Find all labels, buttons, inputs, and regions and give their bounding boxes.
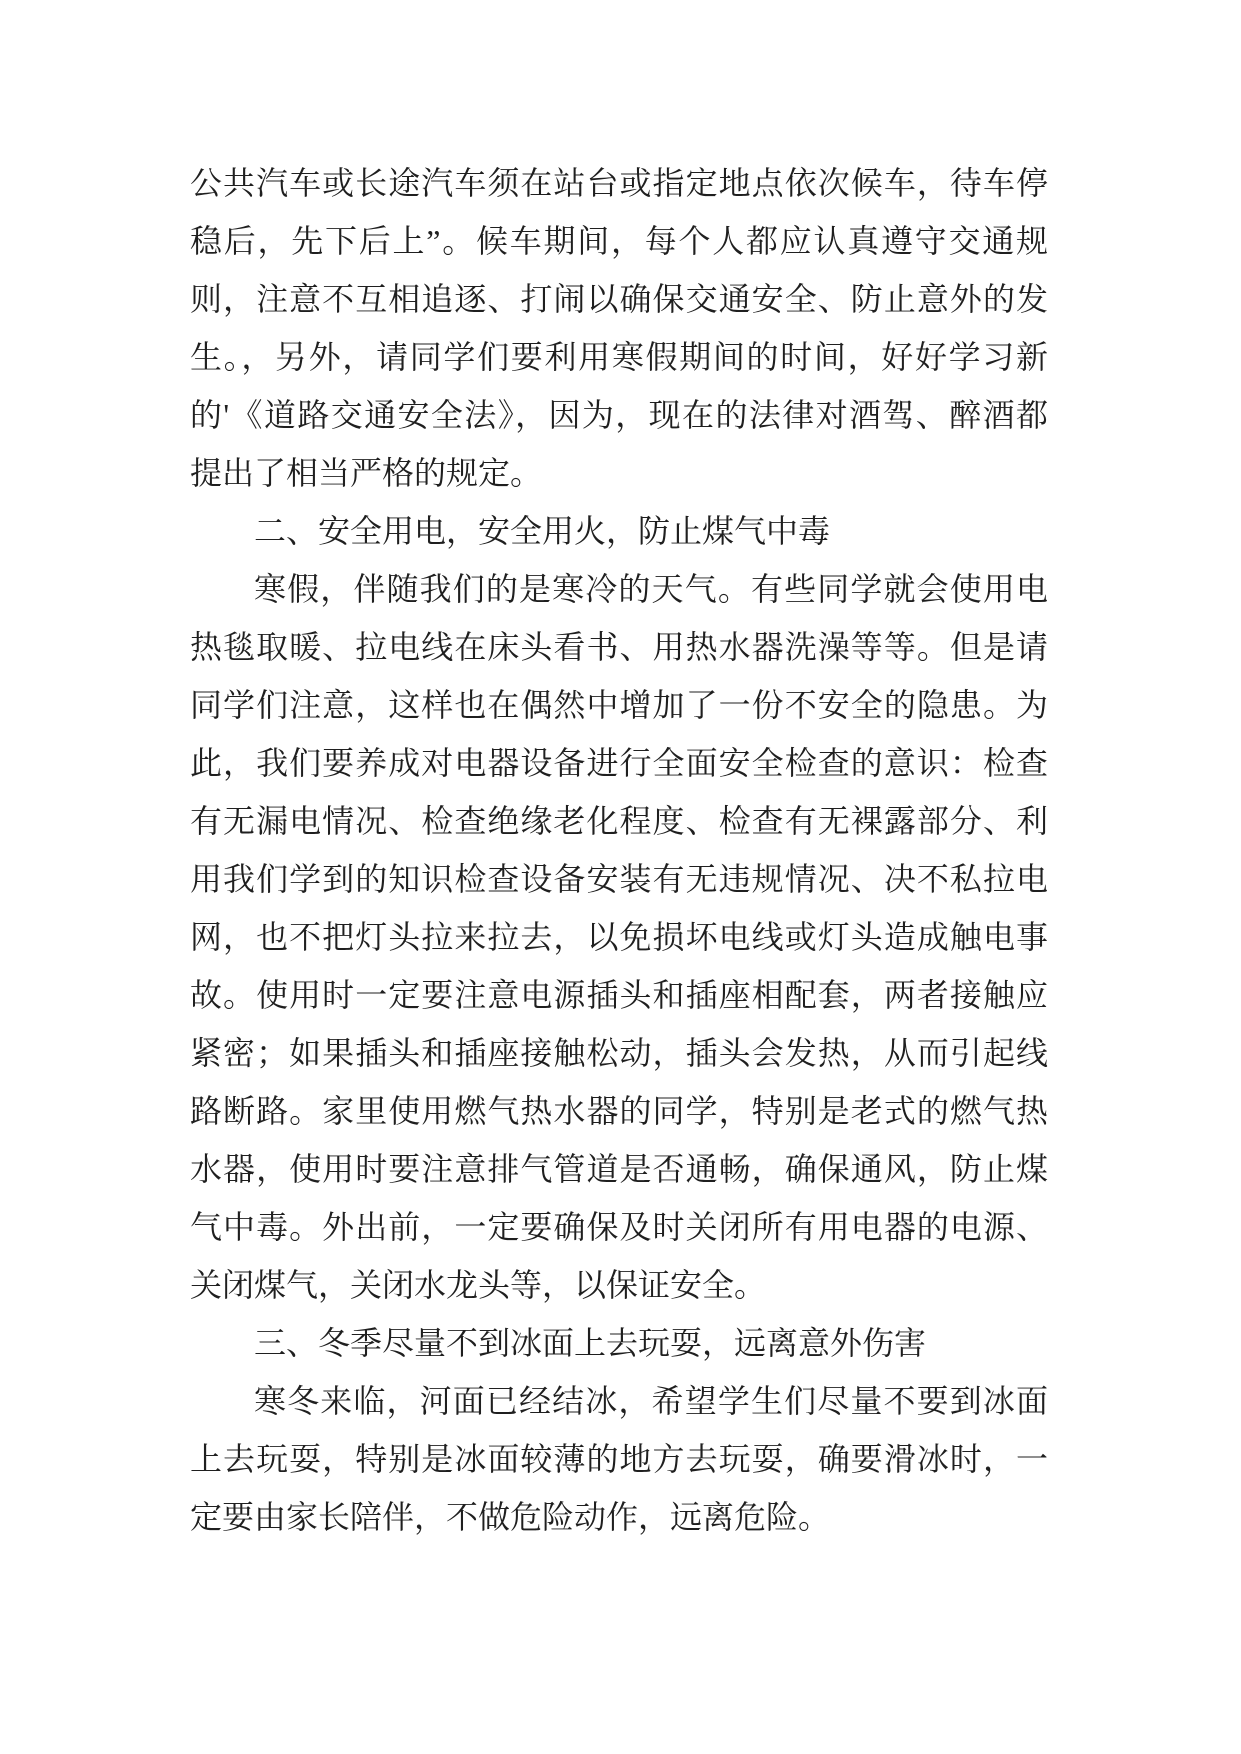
text-line: 网，也不把灯头拉来拉去，以免损坏电线或灯头造成触电事 bbox=[190, 919, 1048, 955]
text-line: 气中毒。外出前，一定要确保及时关闭所有用电器的电源、 bbox=[190, 1209, 1048, 1245]
text-line: 水器，使用时要注意排气管道是否通畅，确保通风，防止煤 bbox=[190, 1151, 1048, 1187]
text-line: 生。，另外，请同学们要利用寒假期间的时间，好好学习新 bbox=[190, 339, 1048, 375]
text-line: 用我们学到的知识检查设备安装有无违规情况、决不私拉电 bbox=[190, 861, 1048, 897]
text-line: 稳后，先下后上”。候车期间，每个人都应认真遵守交通规 bbox=[190, 223, 1048, 259]
text-line: 同学们注意，这样也在偶然中增加了一份不安全的隐患。为 bbox=[190, 687, 1048, 723]
text-line: 寒假，伴随我们的是寒冷的天气。有些同学就会使用电 bbox=[254, 571, 1048, 607]
document-text-block bbox=[190, 154, 1048, 1546]
text-line: 路断路。家里使用燃气热水器的同学，特别是老式的燃气热 bbox=[190, 1093, 1048, 1129]
text-line: 寒冬来临，河面已经结冰，希望学生们尽量不要到冰面 bbox=[254, 1383, 1048, 1419]
text-line: 定要由家长陪伴，不做危险动作，远离危险。 bbox=[190, 1499, 831, 1535]
text-line: 三、冬季尽量不到冰面上去玩耍，远离意外伤害 bbox=[254, 1325, 927, 1361]
text-line: 的'《道路交通安全法》，因为，现在的法律对酒驾、醉酒都 bbox=[190, 397, 1048, 433]
text-line: 提出了相当严格的规定。 bbox=[190, 455, 543, 491]
text-line: 热毯取暖、拉电线在床头看书、用热水器洗澡等等。但是请 bbox=[190, 629, 1048, 665]
text-line: 紧密；如果插头和插座接触松动，插头会发热，从而引起线 bbox=[190, 1035, 1048, 1071]
text-line: 上去玩耍，特别是冰面较薄的地方去玩耍，确要滑冰时，一 bbox=[190, 1441, 1048, 1477]
text-line: 二、安全用电，安全用火，防止煤气中毒 bbox=[254, 513, 831, 549]
text-line: 则，注意不互相追逐、打闹以确保交通安全、防止意外的发 bbox=[190, 281, 1048, 317]
text-line: 关闭煤气，关闭水龙头等，以保证安全。 bbox=[190, 1267, 767, 1303]
text-line: 公共汽车或长途汽车须在站台或指定地点依次候车，待车停 bbox=[190, 165, 1048, 201]
text-line: 此，我们要养成对电器设备进行全面安全检查的意识：检查 bbox=[190, 745, 1048, 781]
text-line: 故。使用时一定要注意电源插头和插座相配套，两者接触应 bbox=[190, 977, 1048, 1013]
text-line: 有无漏电情况、检查绝缘老化程度、检查有无裸露部分、利 bbox=[190, 803, 1048, 839]
